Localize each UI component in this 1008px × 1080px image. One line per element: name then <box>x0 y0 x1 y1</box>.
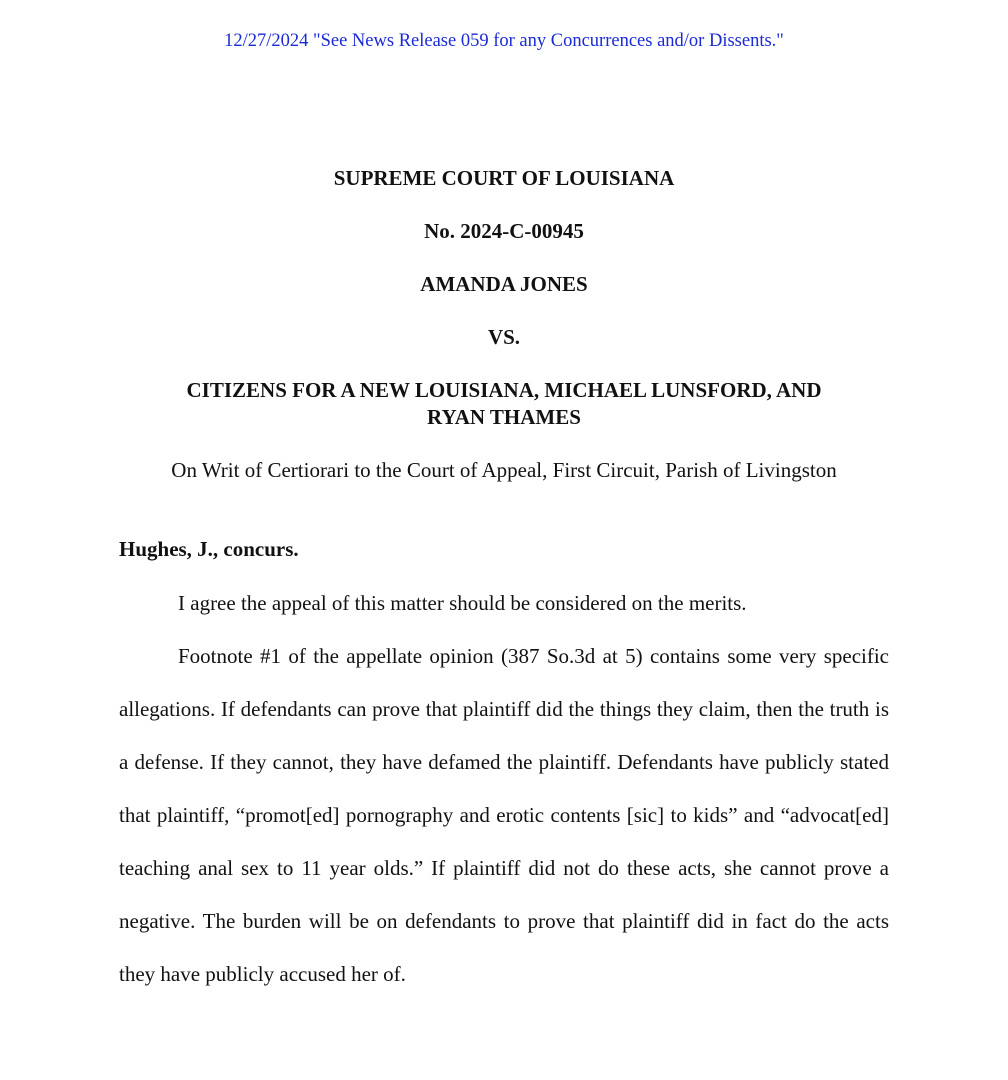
docket-number: No. 2024-C-00945 <box>424 219 584 243</box>
news-release-note: 12/27/2024 "See News Release 059 for any Concurrences and/or Dissents." <box>224 31 784 51</box>
concurrence-heading: Hughes, J., concurs. <box>119 537 299 561</box>
opinion-paragraph-1: I agree the appeal of this matter should be considered on the merits. <box>178 591 747 615</box>
defendants-block <box>0 377 1008 431</box>
writ-description: On Writ of Certiorari to the Court of Appeal, First Circuit, Parish of Livingston <box>171 458 837 482</box>
defendants-line-2: RYAN THAMES <box>427 405 581 429</box>
versus-label: VS. <box>487 325 521 349</box>
defendants-line-1: CITIZENS FOR A NEW LOUISIANA, MICHAEL LUNSFORD, AND <box>186 378 822 402</box>
plaintiff-name: AMANDA JONES <box>420 272 588 296</box>
opinion-paragraph-2: Footnote #1 of the appellate opinion (387 So.3d at 5) contains some very specific allegations. If defendants can prove that plaintiff did the things they claim, then the truth is a defense. If they cannot, they have defamed the plaintiff. Defendants have publicly stated that plaintiff, “promot[ed] pornography and erotic contents [sic] to kids” and “advocat[ed] teaching anal sex to 11 year olds.” If plaintiff did not do these acts, she cannot prove a negative. The burden will be on defendants to prove that plaintiff did in fact do the acts they have publicly accused her of. <box>119 644 889 986</box>
court-name: SUPREME COURT OF LOUISIANA <box>333 166 675 190</box>
